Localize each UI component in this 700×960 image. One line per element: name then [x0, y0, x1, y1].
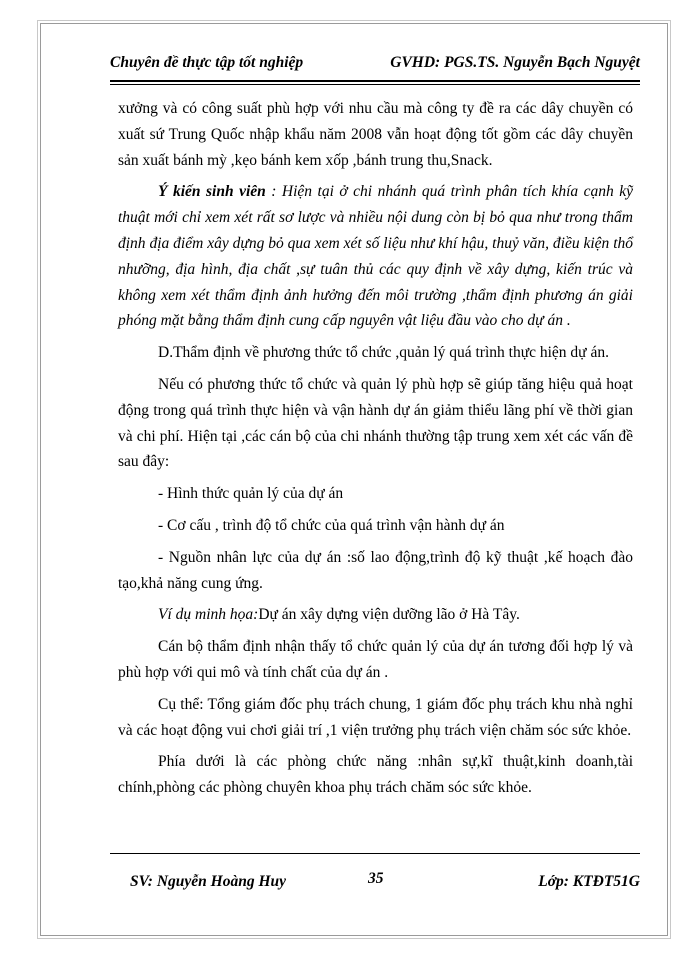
paragraph-details: Cụ thể: Tổng giám đốc phụ trách chung, 1 giám đốc phụ trách khu nhà nghỉ và các hoạt động vui chơi giải trí ,1 viện trưởng phụ trách viện chăm sóc sức khỏe. — [118, 695, 633, 739]
header-rule-thin — [110, 84, 640, 85]
paragraph-opinion — [118, 179, 633, 334]
header-rule — [110, 80, 640, 82]
paragraph-example — [118, 602, 633, 628]
paragraph-management: Nếu có phương thức tổ chức và quản lý phù hợp sẽ giúp tăng hiệu quả hoạt động trong quá trình thực hiện và vận hành dự án giảm thiểu lãng phí về thời gian và chi phí. Hiện tại ,các cán bộ của chi nhánh thường tập trung xem xét các vấn đề sau đây: — [118, 375, 633, 471]
paragraph-departments: Phía dưới là các phòng chức năng :nhân sự,kĩ thuật,kinh doanh,tài chính,phòng các phòng chuyên khoa phụ trách chăm sóc sức khỏe. — [118, 753, 633, 797]
header-title: Chuyên đề thực tập tốt nghiệp — [110, 54, 304, 71]
document-body — [118, 96, 633, 801]
opinion-text: : Hiện tại ở chi nhánh quá trình phân tích khía cạnh kỹ thuật mới chỉ xem xét rất sơ lược và nhiều nội dung còn bị bỏ qua như trong thẩm định địa điểm xây dựng bỏ qua xem xét số liệu như khí hậu, thuỷ văn, điều kiện thổ nhưỡng, địa hình, địa chất ,sự tuân thủ các quy định về xây dựng, kiến trúc và không xem xét thẩm định ảnh hưởng đến môi trường ,thẩm định phương án giải phóng mặt bằng thẩm định cung cấp nguyên vật liệu đầu vào cho dự án . — [118, 183, 634, 330]
footer-student: SV: Nguyễn Hoàng Huy — [130, 873, 287, 890]
page-header — [110, 54, 640, 80]
bullet-item: - Hình thức quản lý của dự án — [158, 485, 344, 503]
footer-class: Lớp: KTĐT51G — [538, 873, 640, 890]
example-text: Dự án xây dựng viện dưỡng lão ở Hà Tây. — [258, 606, 520, 624]
page-number: 35 — [368, 870, 384, 887]
header-advisor: GVHD: PGS.TS. Nguyễn Bạch Nguyệt — [390, 54, 640, 71]
bullet-item: - Cơ cấu , trình độ tổ chức của quá trình vận hành dự án — [158, 516, 505, 534]
footer-rule — [110, 853, 640, 854]
opinion-label: Ý kiến sinh viên — [158, 183, 266, 201]
paragraph-intro: xưởng và có công suất phù hợp với nhu cầu mà công ty đề ra các dây chuyền có xuất sứ Trung Quốc nhập khẩu năm 2008 vẫn hoạt động tốt gồm các dây chuyền sản xuất bánh mỳ ,kẹo bánh kem xốp ,bánh trung thu,Snack. — [118, 100, 633, 169]
bullet-item: - Nguồn nhân lực của dự án :số lao động,trình độ kỹ thuật ,kế hoạch đào tạo,khả năng cung ứng. — [118, 548, 633, 592]
section-heading-d: D.Thẩm định về phương thức tổ chức ,quản lý quá trình thực hiện dự án. — [158, 344, 609, 362]
page-footer — [130, 870, 640, 897]
paragraph-assessment: Cán bộ thẩm định nhận thấy tổ chức quản lý của dự án tương đối hợp lý và phù hợp với qui mô và tính chất của dự án . — [118, 638, 633, 681]
example-label: Ví dụ minh họa: — [158, 606, 259, 624]
